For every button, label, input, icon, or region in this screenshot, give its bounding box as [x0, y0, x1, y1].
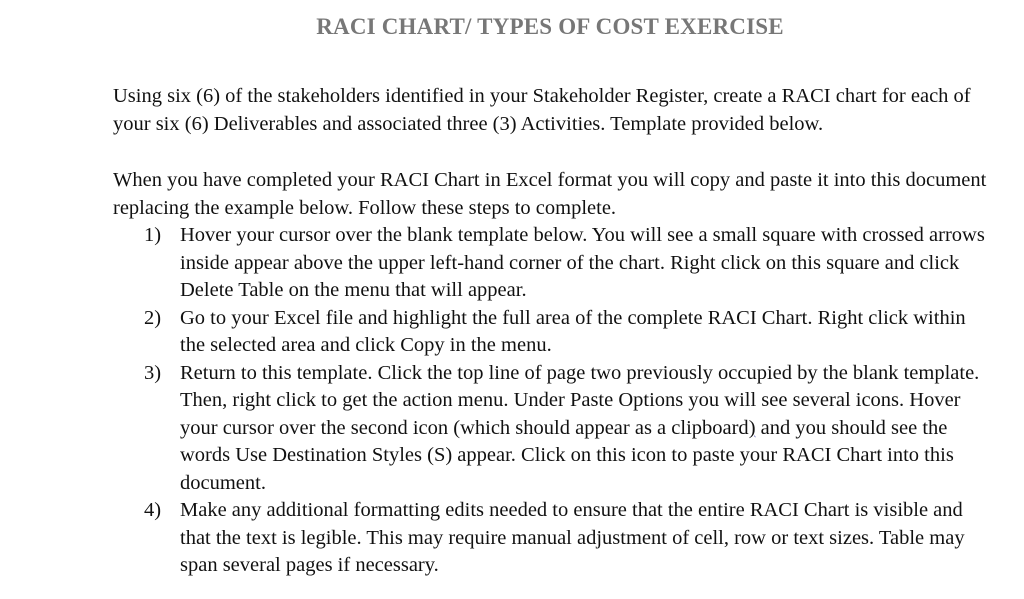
step-number: 3) — [144, 361, 162, 384]
step-text-part: Return to this template. Click the top line of page two previously occupied by the blank template. Then, right click to get the action menu. Under Paste Options you will see several icons. Hover your cursor over the second icon (which should appear as a clipboard — [180, 361, 980, 439]
step-text: Make any additional formatting edits needed to ensure that the entire RACI Chart is visible and that the text is legible. This may require manual adjustment of cell, row or text sizes. Table may span several pages if necessary. — [180, 499, 965, 576]
list-item — [113, 222, 993, 305]
intro-paragraph: Using six (6) of the stakeholders identified in your Stakeholder Register, create a RACI chart for each of your six (6) Deliverables and associated three (3) Activities. Template provided below. — [113, 85, 971, 135]
list-item — [113, 305, 993, 360]
step-number: 1) — [144, 224, 162, 246]
document-title: RACI CHART/ TYPES OF COST EXERCISE — [316, 14, 784, 39]
step-number: 2) — [144, 306, 162, 329]
steps-list — [113, 222, 993, 580]
instructions-paragraph: When you have completed your RACI Chart in Excel format you will copy and paste it into this document replacing the example below. Follow these steps to complete. — [113, 169, 987, 219]
step-text: Hover your cursor over the blank template below. You will see a small square with crossed arrows inside appear above the upper left-hand corner of the chart. Right click on this square and click Delete Table on the menu that will appear. — [180, 224, 985, 301]
spelling-mark: ) — [748, 416, 756, 439]
step-text-part: and you should see the words Use Destination Styles (S) appear. Click on this icon to paste your RACI Chart into this document. — [180, 416, 954, 494]
list-item — [113, 360, 993, 498]
step-number: 4) — [144, 499, 162, 521]
step-text — [180, 362, 979, 494]
list-item — [113, 497, 993, 580]
step-text: Go to your Excel file and highlight the full area of the complete RACI Chart. Right click within the selected area and click Copy in the menu. — [180, 306, 966, 356]
